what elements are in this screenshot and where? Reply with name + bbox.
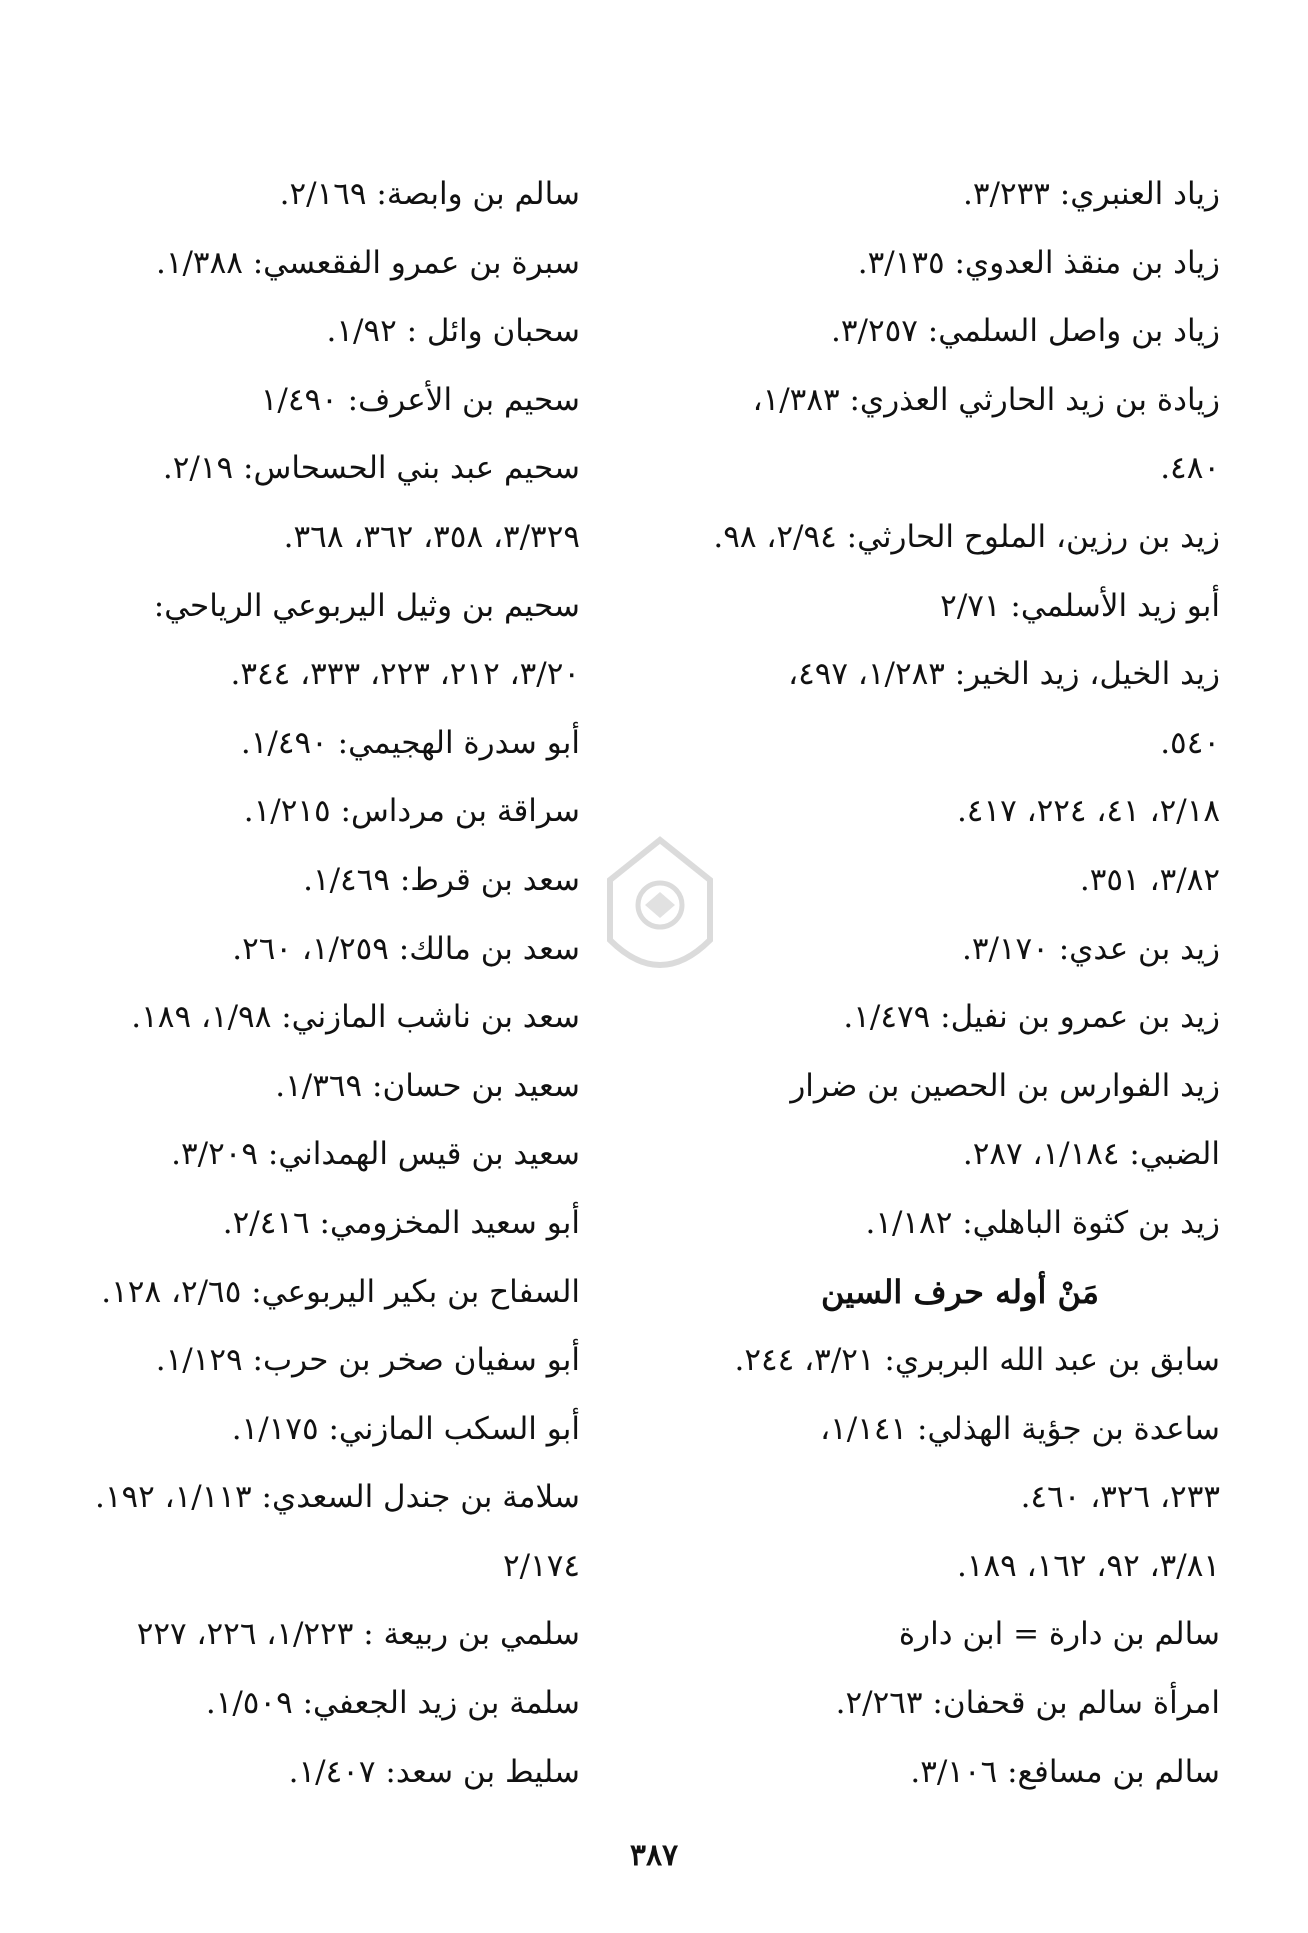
right-entry-line: زياد بن واصل السلمي: ٣/٢٥٧.: [831, 313, 1220, 350]
right-entry-line: ٥٤٠.: [1160, 724, 1220, 761]
right-entry-line: ٢٣٣، ٣٢٦، ٤٦٠.: [1020, 1479, 1220, 1516]
left-entry-line: سلامة بن جندل السعدي: ١/١١٣، ١٩٢.: [94, 1479, 580, 1516]
right-entry-line: سابق بن عبد الله البربري: ٣/٢١، ٢٤٤.: [734, 1342, 1220, 1379]
right-entry-line: زياد العنبري: ٣/٢٣٣.: [963, 176, 1220, 212]
right-entry-line: زيد بن عمرو بن نفيل: ١/٤٧٩.: [843, 999, 1220, 1036]
left-entry-line: أبو السكب المازني: ١/١٧٥.: [231, 1410, 580, 1447]
right-entry-line: ٤٨٠.: [1160, 450, 1220, 487]
right-entry-line: زيادة بن زيد الحارثي العذري: ١/٣٨٣،: [752, 381, 1220, 418]
left-entry-line: سعد بن قرط: ١/٤٦٩.: [303, 861, 580, 898]
right-entry-line: زيد بن رزين، الملوح الحارثي: ٢/٩٤، ٩٨.: [713, 518, 1220, 555]
right-entry-line: ٣/٨١، ٩٢، ١٦٢، ١٨٩.: [956, 1547, 1220, 1584]
right-entry-line: أبو زيد الأسلمي: ٢/٧١: [940, 587, 1220, 624]
right-entry-line: ساعدة بن جؤية الهذلي: ١/١٤١،: [820, 1410, 1220, 1447]
right-column: [700, 160, 1220, 1806]
right-entry-line: زياد بن منقذ العدوي: ٣/١٣٥.: [857, 244, 1220, 281]
right-entry-line: زيد الخيل، زيد الخير: ١/٢٨٣، ٤٩٧،: [788, 656, 1220, 693]
left-entry-line: سحيم بن الأعرف: ١/٤٩٠: [260, 381, 580, 418]
left-entry-line: سعيد بن حسان: ١/٣٦٩.: [275, 1067, 580, 1104]
right-entry-line: ٣/٨٢، ٣٥١.: [1079, 861, 1220, 898]
left-entry-line: سحيم بن وثيل اليربوعي الرياحي:: [153, 587, 580, 624]
left-entry-line: سليط بن سعد: ١/٤٠٧.: [288, 1753, 580, 1790]
left-entry-line: أبو سدرة الهجيمي: ١/٤٩٠.: [240, 724, 580, 761]
right-entry-line: سالم بن دارة = ابن دارة: [898, 1616, 1220, 1653]
right-entry-line: سالم بن مسافع: ٣/١٠٦.: [910, 1753, 1220, 1790]
right-entry-line: زيد بن عدي: ٣/١٧٠.: [961, 930, 1220, 967]
left-entry-line: سحيم عبد بني الحسحاس: ٢/١٩.: [162, 450, 580, 487]
left-entry-line: سلمة بن زيد الجعفي: ١/٥٠٩.: [205, 1685, 580, 1722]
right-entry-line: الضبي: ١/١٨٤، ٢٨٧.: [962, 1136, 1220, 1173]
watermark-logo: [560, 820, 760, 1020]
right-entry-line: زيد الفوارس بن الحصين بن ضرار: [790, 1067, 1220, 1104]
left-entry-line: سلمي بن ربيعة : ١/٢٢٣، ٢٢٦، ٢٢٧: [136, 1616, 580, 1653]
left-entry-line: السفاح بن بكير اليربوعي: ٢/٦٥، ١٢٨.: [101, 1273, 580, 1310]
left-entry-line: ٣/٢٠، ٢١٢، ٢٢٣، ٣٣٣، ٣٤٤.: [230, 656, 580, 693]
page-number: ٣٨٧: [629, 1838, 679, 1873]
left-entry-line: سعيد بن قيس الهمداني: ٣/٢٠٩.: [171, 1136, 580, 1173]
right-entry-line: امرأة سالم بن قحفان: ٢/٢٦٣.: [835, 1685, 1220, 1722]
right-entry-line: ٢/١٨، ٤١، ٢٢٤، ٤١٧.: [956, 793, 1220, 830]
left-entry-line: سبرة بن عمرو الفقعسي: ١/٣٨٨.: [155, 244, 580, 281]
left-entry-line: ٢/١٧٤: [502, 1547, 580, 1584]
left-entry-line: سحبان وائل : ١/٩٢.: [326, 313, 580, 350]
left-column: [80, 160, 580, 1806]
left-entry-line: أبو سفيان صخر بن حرب: ١/١٢٩.: [155, 1342, 580, 1379]
left-entry-line: سعد بن مالك: ١/٢٥٩، ٢٦٠.: [232, 930, 580, 967]
right-entry-line: زيد بن كثوة الباهلي: ١/١٨٢.: [865, 1204, 1220, 1241]
left-entry-line: ٣/٣٢٩، ٣٥٨، ٣٦٢، ٣٦٨.: [283, 518, 580, 555]
section-heading: مَنْ أوله حرف السين: [821, 1272, 1099, 1311]
left-entry-line: سالم بن وابصة: ٢/١٦٩.: [279, 176, 580, 212]
left-entry-line: سعد بن ناشب المازني: ١/٩٨، ١٨٩.: [131, 999, 580, 1036]
left-entry-line: أبو سعيد المخزومي: ٢/٤١٦.: [222, 1204, 580, 1241]
left-entry-line: سراقة بن مرداس: ١/٢١٥.: [243, 793, 580, 830]
